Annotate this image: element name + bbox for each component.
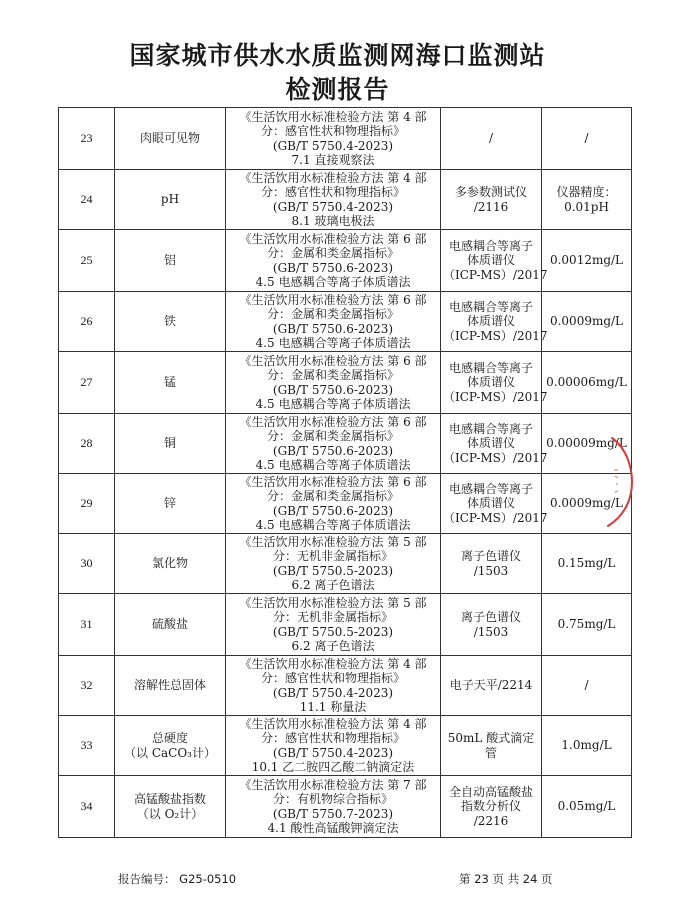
test-method-cell bbox=[226, 594, 441, 656]
test-item-cell bbox=[115, 594, 226, 656]
test-item-cell bbox=[115, 292, 226, 352]
test-method-line: 《生活饮用水标准检验方法 第 6 部 bbox=[239, 353, 427, 368]
instrument-cell bbox=[441, 534, 542, 594]
test-method-line: 分：金属和类金属指标》 bbox=[266, 246, 399, 260]
instrument-cell bbox=[441, 352, 548, 414]
test-method-cell bbox=[226, 776, 441, 838]
test-method-line: 《生活饮用水标准检验方法 第 4 部 bbox=[239, 109, 427, 124]
test-method-line: (GB/T 5750.6-2023) bbox=[272, 503, 394, 518]
test-item-cell bbox=[115, 170, 226, 230]
test-method-line: 《生活饮用水标准检验方法 第 6 部 bbox=[239, 292, 427, 307]
test-method-line: (GB/T 5750.6-2023) bbox=[272, 321, 394, 336]
instrument-line: 离子色谱仪 bbox=[460, 549, 521, 563]
test-method-line: 10.1 乙二胺四乙酸二钠滴定法 bbox=[251, 760, 415, 774]
test-item-cell bbox=[115, 414, 226, 474]
test-method-line: 6.2 离子色谱法 bbox=[291, 578, 375, 592]
instrument-line: 电感耦合等离子 bbox=[448, 360, 533, 375]
test-method-line: 11.1 称量法 bbox=[299, 700, 367, 714]
instrument-line: 电子天平/2214 bbox=[449, 678, 533, 693]
table-row bbox=[59, 656, 632, 716]
test-method-line: 4.1 酸性高锰酸钾滴定法 bbox=[267, 821, 399, 835]
detection-limit: / bbox=[542, 656, 632, 716]
instrument-line: /1503 bbox=[473, 624, 509, 639]
test-item-text: 锰 bbox=[163, 375, 176, 390]
row-number: 29 bbox=[59, 474, 115, 534]
test-method-line: 分：感官性状和物理指标》 bbox=[260, 731, 405, 745]
test-method-line: (GB/T 5750.4-2023) bbox=[272, 685, 394, 700]
instrument-line: 电感耦合等离子 bbox=[448, 481, 533, 496]
test-method-cell bbox=[226, 170, 441, 230]
detection-limit: 仪器精度：0.01pH bbox=[542, 170, 632, 230]
instrument-cell bbox=[441, 474, 548, 534]
test-method-line: 分：感官性状和物理指标》 bbox=[260, 671, 405, 685]
test-item-text: （以 CaCO₃计） bbox=[124, 745, 216, 760]
instrument-cell bbox=[441, 776, 542, 838]
table-row bbox=[59, 230, 632, 292]
detection-limit: 0.00009mg/L bbox=[542, 414, 632, 474]
instrument-cell bbox=[441, 108, 542, 170]
test-method-line: 《生活饮用水标准检验方法 第 4 部 bbox=[239, 656, 427, 671]
detection-limit: 1.0mg/L bbox=[542, 716, 632, 776]
detection-limit: 0.0009mg/L bbox=[542, 292, 632, 352]
test-method-line: (GB/T 5750.4-2023) bbox=[272, 199, 394, 214]
test-item-text: 肉眼可见物 bbox=[139, 131, 200, 146]
test-item-cell bbox=[115, 230, 226, 292]
test-item-cell bbox=[115, 776, 226, 838]
row-number: 34 bbox=[59, 776, 115, 838]
test-method-line: 《生活饮用水标准检验方法 第 7 部 bbox=[239, 777, 427, 792]
table-row bbox=[59, 170, 632, 230]
table-row bbox=[59, 414, 632, 474]
test-item-cell bbox=[115, 716, 226, 776]
test-methods-table bbox=[58, 107, 632, 838]
test-method-line: 分：有机物综合指标》 bbox=[272, 792, 393, 806]
row-number: 26 bbox=[59, 292, 115, 352]
table-row bbox=[59, 474, 632, 534]
test-item-cell bbox=[115, 108, 226, 170]
instrument-cell bbox=[441, 414, 548, 474]
instrument-cell bbox=[441, 594, 542, 656]
test-method-line: 分：无机非金属指标》 bbox=[272, 549, 393, 563]
instrument-line: /2116 bbox=[473, 199, 509, 214]
detection-limit: 0.0012mg/L bbox=[542, 230, 632, 292]
instrument-line: /1503 bbox=[473, 563, 509, 578]
test-method-line: 4.5 电感耦合等离子体质谱法 bbox=[255, 336, 411, 350]
instrument-line: 电感耦合等离子 bbox=[448, 299, 533, 314]
test-method-cell bbox=[226, 230, 441, 292]
instrument-line: （ICP-MS）/2017 bbox=[443, 450, 548, 465]
instrument-line: 电感耦合等离子 bbox=[448, 238, 533, 253]
test-method-line: (GB/T 5750.6-2023) bbox=[272, 382, 394, 397]
instrument-line: 体质谱仪 bbox=[466, 314, 515, 329]
test-method-line: 4.5 电感耦合等离子体质谱法 bbox=[255, 275, 411, 289]
test-method-line: 《生活饮用水标准检验方法 第 4 部 bbox=[239, 716, 427, 731]
test-method-line: 分：感官性状和物理指标》 bbox=[260, 185, 405, 199]
test-method-line: (GB/T 5750.6-2023) bbox=[272, 260, 394, 275]
test-item-text: 铜 bbox=[163, 436, 176, 451]
test-method-line: 分：感官性状和物理指标》 bbox=[260, 124, 405, 138]
row-number: 27 bbox=[59, 352, 115, 414]
instrument-line: （ICP-MS）/2017 bbox=[443, 267, 548, 282]
test-method-cell bbox=[226, 534, 441, 594]
test-item-text: 硫酸盐 bbox=[151, 617, 188, 632]
test-method-line: 分：金属和类金属指标》 bbox=[266, 368, 399, 382]
test-method-line: 4.5 电感耦合等离子体质谱法 bbox=[255, 397, 411, 411]
test-item-text: 铝 bbox=[163, 253, 176, 268]
test-method-line: (GB/T 5750.5-2023) bbox=[272, 563, 394, 578]
test-item-text: 总硬度 bbox=[151, 731, 188, 745]
report-number: 报告编号： G25-0510 bbox=[118, 872, 237, 886]
instrument-line: 离子色谱仪 bbox=[460, 610, 521, 624]
test-method-cell bbox=[226, 474, 441, 534]
row-number: 24 bbox=[59, 170, 115, 230]
test-method-line: (GB/T 5750.4-2023) bbox=[272, 745, 394, 760]
detection-limit: / bbox=[542, 108, 632, 170]
table-row bbox=[59, 108, 632, 170]
red-stamp-mark bbox=[602, 436, 642, 528]
detection-limit: 0.05mg/L bbox=[542, 776, 632, 838]
test-item-text: 氯化物 bbox=[151, 556, 188, 571]
test-method-line: 8.1 玻璃电极法 bbox=[291, 214, 375, 228]
test-method-line: 分：金属和类金属指标》 bbox=[266, 429, 399, 443]
instrument-line: 50mL 酸式滴定 bbox=[447, 731, 535, 745]
test-method-line: 4.5 电感耦合等离子体质谱法 bbox=[255, 518, 411, 532]
instrument-cell bbox=[441, 656, 542, 716]
test-method-line: 6.2 离子色谱法 bbox=[291, 639, 375, 653]
table-row bbox=[59, 352, 632, 414]
row-number: 28 bbox=[59, 414, 115, 474]
instrument-line: 体质谱仪 bbox=[466, 496, 515, 511]
table-row bbox=[59, 776, 632, 838]
test-method-line: 《生活饮用水标准检验方法 第 6 部 bbox=[239, 474, 427, 489]
instrument-line: （ICP-MS）/2017 bbox=[443, 510, 548, 525]
test-method-line: (GB/T 5750.4-2023) bbox=[272, 138, 394, 153]
test-method-cell bbox=[226, 414, 441, 474]
row-number: 32 bbox=[59, 656, 115, 716]
test-method-cell bbox=[226, 352, 441, 414]
detection-limit: 0.15mg/L bbox=[542, 534, 632, 594]
test-method-cell bbox=[226, 292, 441, 352]
test-method-cell bbox=[226, 716, 441, 776]
instrument-line: 全自动高锰酸盐 bbox=[448, 784, 533, 799]
table-row bbox=[59, 594, 632, 656]
test-method-line: 分：无机非金属指标》 bbox=[272, 610, 393, 624]
row-number: 25 bbox=[59, 230, 115, 292]
instrument-line: （ICP-MS）/2017 bbox=[443, 389, 548, 404]
test-method-line: 《生活饮用水标准检验方法 第 5 部 bbox=[239, 534, 427, 549]
page-number: 第 23 页 共 24 页 bbox=[459, 872, 553, 886]
instrument-line: 体质谱仪 bbox=[466, 436, 515, 451]
test-item-text: 高锰酸盐指数 bbox=[133, 792, 206, 806]
instrument-line: 管 bbox=[484, 745, 497, 760]
test-method-line: 7.1 直接观察法 bbox=[291, 153, 375, 167]
test-item-cell bbox=[115, 656, 226, 716]
test-method-line: 《生活饮用水标准检验方法 第 6 部 bbox=[239, 231, 427, 246]
instrument-cell bbox=[441, 170, 542, 230]
row-number: 31 bbox=[59, 594, 115, 656]
test-item-text: （以 O₂计） bbox=[136, 806, 204, 821]
instrument-cell bbox=[441, 230, 548, 292]
detection-limit: 0.75mg/L bbox=[542, 594, 632, 656]
test-item-cell bbox=[115, 534, 226, 594]
instrument-line: / bbox=[488, 131, 494, 146]
detection-limit: 0.00006mg/L bbox=[542, 352, 632, 414]
instrument-cell bbox=[441, 292, 548, 352]
test-method-line: 分：金属和类金属指标》 bbox=[266, 489, 399, 503]
test-item-text: 铁 bbox=[163, 314, 176, 329]
test-method-line: 《生活饮用水标准检验方法 第 5 部 bbox=[239, 595, 427, 610]
table-row bbox=[59, 534, 632, 594]
instrument-line: 体质谱仪 bbox=[466, 375, 515, 390]
test-method-line: (GB/T 5750.7-2023) bbox=[272, 806, 394, 821]
report-title: 国家城市供水水质监测网海口监测站 bbox=[129, 41, 546, 70]
detection-limit: 0.0009mg/L bbox=[542, 474, 632, 534]
row-number: 23 bbox=[59, 108, 115, 170]
test-item-text: pH bbox=[160, 192, 180, 207]
test-method-line: (GB/T 5750.5-2023) bbox=[272, 624, 394, 639]
instrument-line: （ICP-MS）/2017 bbox=[443, 328, 548, 343]
test-item-cell bbox=[115, 474, 226, 534]
test-method-cell bbox=[226, 656, 441, 716]
test-method-line: 4.5 电感耦合等离子体质谱法 bbox=[255, 458, 411, 472]
table-row bbox=[59, 292, 632, 352]
test-method-cell bbox=[226, 108, 441, 170]
test-item-text: 锌 bbox=[163, 496, 176, 511]
table-row bbox=[59, 716, 632, 776]
instrument-line: 指数分析仪 bbox=[460, 799, 521, 814]
report-subtitle: 检测报告 bbox=[285, 75, 390, 104]
test-method-line: 《生活饮用水标准检验方法 第 6 部 bbox=[239, 414, 427, 429]
test-item-text: 溶解性总固体 bbox=[133, 678, 206, 693]
test-method-line: (GB/T 5750.6-2023) bbox=[272, 443, 394, 458]
instrument-line: 体质谱仪 bbox=[466, 253, 515, 268]
test-method-line: 《生活饮用水标准检验方法 第 4 部 bbox=[239, 170, 427, 185]
row-number: 33 bbox=[59, 716, 115, 776]
test-method-line: 分：金属和类金属指标》 bbox=[266, 307, 399, 321]
row-number: 30 bbox=[59, 534, 115, 594]
test-item-cell bbox=[115, 352, 226, 414]
instrument-line: 电感耦合等离子 bbox=[448, 421, 533, 436]
instrument-line: 多参数测试仪 bbox=[454, 185, 527, 199]
instrument-cell bbox=[441, 716, 542, 776]
instrument-line: /2216 bbox=[473, 813, 509, 828]
